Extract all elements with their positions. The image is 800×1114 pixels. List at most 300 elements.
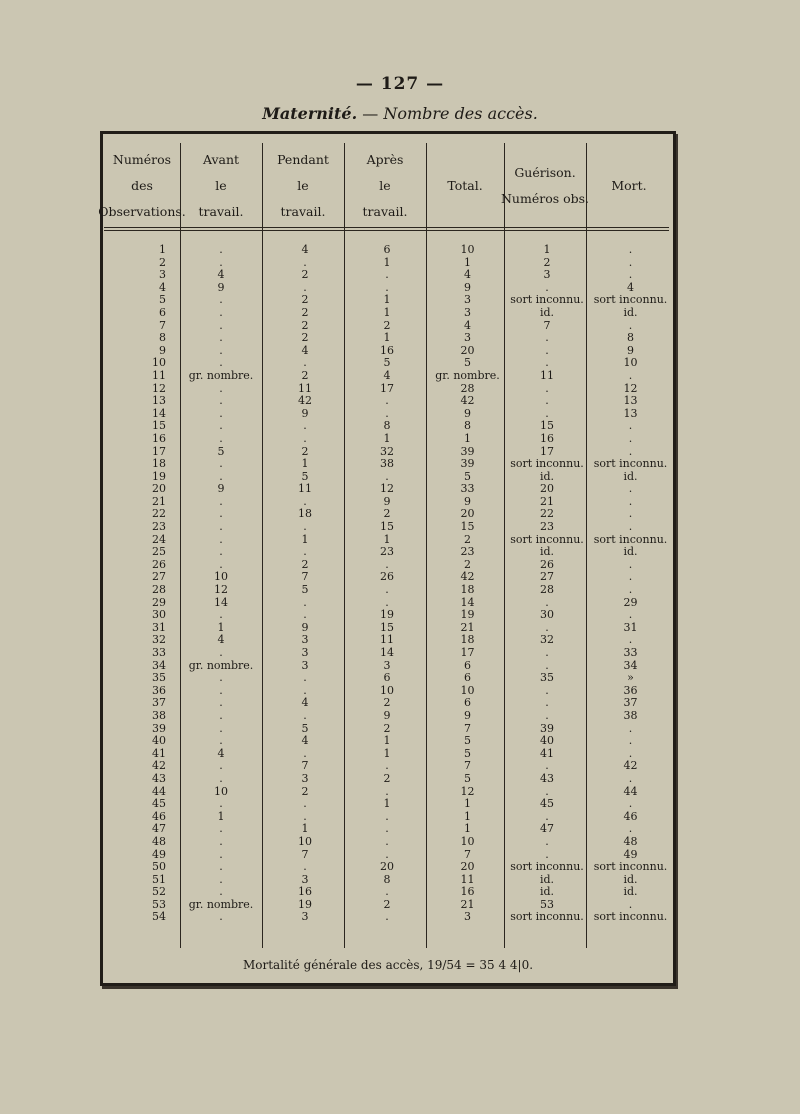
table-row [104,735,669,748]
cell-pendant: 7 [301,570,309,584]
cell-apres: . [385,280,389,294]
cell-mort: . [628,797,633,811]
cell-apres: 2 [383,771,391,785]
cell-mort: 46 [623,809,638,823]
cell-total: 1 [464,255,471,269]
cell-guerison: . [545,394,549,408]
cell-mort: 31 [623,620,638,634]
cell-observation-number: 52 [152,885,166,899]
cell-apres: 17 [380,381,394,395]
cell-guerison: id. [539,872,555,886]
cell-pendant: 9 [301,406,309,420]
cell-mort: . [628,557,633,571]
cell-mort: . [628,318,633,332]
cell-avant: . [219,910,223,924]
cell-apres: . [385,595,389,609]
cell-observation-number: 43 [152,771,166,785]
cell-observation-number: 41 [152,746,166,760]
cell-total: 11 [460,872,475,886]
cell-total: 9 [464,494,471,508]
cell-pendant: 1 [301,822,309,836]
cell-avant: . [219,872,223,886]
cell-avant: . [219,797,223,811]
cell-mort: 12 [623,381,638,395]
cell-total: 10 [460,834,475,848]
cell-pendant: 2 [301,557,309,571]
cell-avant: . [219,343,223,357]
cell-mort: . [628,721,633,735]
cell-mort: id. [623,469,638,483]
cell-mort: . [628,608,633,622]
cell-apres: 2 [383,897,391,911]
cell-pendant: 4 [301,734,309,748]
cell-avant: . [219,532,223,546]
cell-avant: . [219,243,223,256]
cell-apres: 1 [383,255,391,269]
cell-avant: . [219,331,223,345]
cell-avant: . [219,683,223,697]
cell-apres: 14 [380,646,394,659]
cell-pendant: 2 [301,293,309,307]
cell-apres: . [385,784,389,798]
cell-total: 10 [460,683,475,697]
cell-observation-number: 37 [152,696,166,710]
cell-pendant: 3 [301,910,309,924]
cell-apres: 5 [383,356,391,370]
cell-pendant: 7 [301,759,309,773]
cell-pendant: . [303,419,307,433]
cell-apres: 1 [383,797,391,811]
cell-apres: . [385,822,389,836]
cell-observation-number: 6 [159,305,166,319]
cell-avant: 5 [217,444,225,458]
page-title [0,104,800,123]
table-row [104,458,669,471]
cell-total: 6 [464,671,471,685]
cell-guerison: 45 [540,797,554,811]
cell-total: 42 [460,570,475,584]
cell-guerison: id. [539,885,555,899]
cell-pendant: 2 [301,784,309,798]
cell-mort: . [628,771,633,785]
header-text: le [215,178,227,193]
cell-total: 9 [464,708,471,722]
cell-total: 14 [460,595,475,609]
cell-avant: . [219,457,223,471]
cell-avant: . [219,419,223,433]
cell-guerison: 1 [543,243,551,256]
cell-total: 2 [464,532,471,546]
cell-avant: 10 [214,570,228,584]
cell-mort: . [628,368,633,382]
cell-observation-number: 3 [159,268,166,282]
header-text: Guérison. [514,165,576,180]
cell-guerison: . [545,356,549,370]
cell-observation-number: 31 [152,620,166,634]
cell-avant: . [219,305,223,319]
table-row [104,836,669,849]
cell-observation-number: 48 [152,834,166,848]
cell-avant: . [219,671,223,685]
cell-observation-number: 7 [159,318,166,332]
cell-mort: » [627,671,634,685]
cell-total: 3 [464,331,471,345]
cell-pendant: 4 [301,696,309,710]
cell-observation-number: 50 [152,860,166,874]
cell-pendant: . [303,494,307,508]
cell-observation-number: 25 [152,545,166,559]
cell-observation-number: 2 [159,255,166,269]
header-text: Numéros [112,152,172,167]
cell-apres: 16 [380,343,394,357]
cell-avant: . [219,318,223,332]
cell-observation-number: 32 [152,633,166,647]
cell-apres: 19 [380,608,394,622]
cell-guerison: 16 [540,431,554,445]
cell-mort: id. [623,305,638,319]
cell-observation-number: 22 [152,507,166,521]
cell-avant: . [219,406,223,420]
cell-mort: 13 [623,406,638,420]
cell-total: 4 [464,268,471,282]
cell-pendant: 3 [301,646,309,659]
cell-mort: sort inconnu. [593,910,668,924]
cell-guerison: 17 [540,444,554,458]
cell-pendant: 4 [301,243,309,256]
cell-apres: 1 [383,431,391,445]
table-row [104,798,669,811]
cell-pendant: 5 [301,583,309,597]
cell-apres: 11 [380,633,394,647]
title-sub: Nombre des accès. [383,104,538,123]
cell-avant: 1 [217,809,225,823]
cell-mort: sort inconnu. [593,860,668,874]
cell-observation-number: 4 [159,280,166,294]
header-text: Numéros obs. [500,191,590,206]
cell-pendant: 4 [301,343,309,357]
cell-avant: . [219,545,223,559]
cell-guerison: . [545,683,549,697]
cell-pendant: . [303,255,307,269]
cell-mort: sort inconnu. [593,457,668,471]
cell-total: 4 [464,318,471,332]
cell-avant: 9 [217,280,225,294]
cell-pendant: 7 [301,847,309,861]
cell-pendant: 16 [298,885,312,899]
title-dash: — [357,104,384,123]
cell-guerison: . [545,784,549,798]
table-row [104,370,669,383]
table-row [104,886,669,899]
cell-observation-number: 38 [152,708,166,722]
cell-apres: 15 [380,520,394,534]
cell-apres: . [385,268,389,282]
cell-pendant: . [303,746,307,760]
header-pendant [262,147,344,225]
cell-apres: 3 [383,658,391,672]
cell-mort: 38 [623,708,638,722]
cell-avant: . [219,394,223,408]
cell-observation-number: 26 [152,557,166,571]
header-mort [586,147,672,225]
cell-total: 33 [460,482,475,496]
table-row [104,672,669,685]
header-text: des [131,178,153,193]
cell-observation-number: 10 [152,356,166,370]
cell-guerison: . [545,280,549,294]
table-row [104,861,669,874]
cell-avant: . [219,708,223,722]
cell-guerison: . [545,658,549,672]
cell-mort: 13 [623,394,638,408]
cell-observation-number: 21 [152,494,166,508]
cell-total: 20 [460,860,475,874]
cell-pendant: . [303,797,307,811]
table-row [104,332,669,345]
cell-avant: . [219,255,223,269]
cell-total: 6 [464,696,471,710]
table-row [104,609,669,622]
cell-pendant: . [303,860,307,874]
cell-pendant: . [303,608,307,622]
cell-mort: . [628,633,633,647]
cell-avant: . [219,431,223,445]
cell-guerison: 20 [540,482,554,496]
cell-apres: 1 [383,746,391,760]
cell-observation-number: 20 [152,482,166,496]
cell-pendant: 1 [301,532,309,546]
cell-apres: 23 [380,545,394,559]
cell-total: 23 [460,545,475,559]
cell-total: 21 [460,897,475,911]
cell-total: 42 [460,394,475,408]
cell-avant: 12 [214,583,228,597]
cell-guerison: 40 [540,734,554,748]
cell-guerison: 27 [540,570,554,584]
cell-pendant: 2 [301,444,309,458]
cell-observation-number: 24 [152,532,166,546]
cell-mort: 34 [623,658,638,672]
cell-total: 5 [464,734,471,748]
cell-total: 18 [460,633,475,647]
cell-mort: . [628,520,633,534]
cell-total: 9 [464,280,471,294]
cell-guerison: 22 [540,507,554,521]
cell-guerison: 43 [540,771,554,785]
cell-guerison: . [545,406,549,420]
cell-total: 10 [460,243,475,256]
cell-avant: 4 [217,746,225,760]
cell-mort: . [628,746,633,760]
cell-pendant: . [303,809,307,823]
cell-observation-number: 12 [152,381,166,395]
cell-apres: . [385,809,389,823]
cell-total: 7 [464,847,471,861]
cell-avant: 1 [217,620,225,634]
cell-guerison: 11 [540,368,554,382]
table-row [104,433,669,446]
cell-apres: 8 [383,419,391,433]
cell-avant: . [219,885,223,899]
footer-mortality: Mortalité générale des accès, 19/54 = 35 4 4|0. [242,958,534,972]
cell-mort: id. [623,545,638,559]
cell-observation-number: 42 [152,759,166,773]
cell-mort: . [628,494,633,508]
cell-total: 5 [464,356,471,370]
cell-apres: 20 [380,860,394,874]
cell-mort: 4 [627,280,634,294]
cell-avant: . [219,557,223,571]
cell-total: 39 [460,444,475,458]
cell-guerison: . [545,343,549,357]
page-number: — 127 — [355,74,445,94]
cell-total: 9 [464,406,471,420]
header-text: le [379,178,391,193]
cell-guerison: id. [539,305,555,319]
cell-observation-number: 40 [152,734,166,748]
cell-total: 5 [464,746,471,760]
cell-mort: . [628,243,633,256]
cell-pendant: 18 [298,507,312,521]
cell-apres: . [385,885,389,899]
cell-pendant: 2 [301,318,309,332]
cell-total: 20 [460,343,475,357]
cell-mort: sort inconnu. [593,532,668,546]
cell-guerison: . [545,834,549,848]
cell-guerison: 21 [540,494,554,508]
cell-avant: . [219,381,223,395]
cell-apres: 2 [383,696,391,710]
cell-apres: 12 [380,482,394,496]
cell-total: 21 [460,620,475,634]
cell-total: 18 [460,583,475,597]
cell-guerison: 26 [540,557,554,571]
header-text: Après [366,152,404,167]
cell-avant: . [219,721,223,735]
cell-observation-number: 8 [159,331,166,345]
cell-apres: 1 [383,734,391,748]
cell-pendant: . [303,545,307,559]
header-guerison [500,147,590,225]
title-main: Maternité. [262,104,358,123]
cell-apres: 1 [383,305,391,319]
cell-pendant: 9 [301,620,309,634]
cell-mort: 42 [623,759,638,773]
header-rule [104,230,669,231]
cell-total: 2 [464,557,471,571]
cell-apres: 2 [383,721,391,735]
cell-apres: . [385,847,389,861]
cell-mort: . [628,482,633,496]
cell-guerison: sort inconnu. [510,293,584,307]
cell-total: 17 [460,646,475,659]
cell-mort: 9 [627,343,634,357]
cell-avant: . [219,771,223,785]
cell-pendant: 2 [301,368,309,382]
table-row [104,773,669,786]
cell-guerison: 41 [540,746,554,760]
cell-avant: . [219,847,223,861]
cell-guerison: . [545,708,549,722]
cell-observation-number: 13 [152,394,166,408]
cell-observation-number: 19 [152,469,166,483]
cell-total: 1 [464,822,471,836]
cell-observation-number: 33 [152,646,166,659]
cell-pendant: . [303,708,307,722]
cell-guerison: 39 [540,721,554,735]
cell-guerison: . [545,331,549,345]
header-text: travail. [280,204,326,219]
cell-mort: . [628,419,633,433]
cell-pendant: 19 [298,897,312,911]
cell-observation-number: 51 [152,872,166,886]
cell-total: 3 [464,910,471,924]
cell-mort: 37 [623,696,638,710]
cell-observation-number: 36 [152,683,166,697]
cell-total: 15 [460,520,475,534]
cell-apres: 4 [383,368,391,382]
cell-observation-number: 28 [152,583,166,597]
table-row [104,395,669,408]
cell-observation-number: 54 [152,910,166,924]
cell-avant: . [219,834,223,848]
cell-total: 39 [460,457,475,471]
header-text: Pendant [277,152,329,167]
table-row [104,911,669,924]
cell-guerison: 32 [540,633,554,647]
cell-mort: . [628,734,633,748]
cell-pendant: 1 [301,457,309,471]
table-row [104,269,669,282]
cell-pendant: . [303,431,307,445]
cell-guerison: . [545,595,549,609]
cell-apres: . [385,469,389,483]
header-text: travail. [362,204,408,219]
cell-total: 1 [464,797,471,811]
cell-observation-number: 14 [152,406,166,420]
cell-avant: . [219,860,223,874]
cell-guerison: sort inconnu. [510,457,584,471]
cell-avant: . [219,822,223,836]
cell-mort: . [628,255,633,269]
cell-observation-number: 18 [152,457,166,471]
cell-observation-number: 11 [152,368,166,382]
header-observations [98,147,186,225]
cell-avant: . [219,696,223,710]
cell-guerison: sort inconnu. [510,532,584,546]
cell-mort: 33 [623,646,638,659]
cell-guerison: 47 [540,822,554,836]
table-row [104,521,669,534]
cell-observation-number: 17 [152,444,166,458]
cell-apres: 2 [383,318,391,332]
cell-apres: . [385,834,389,848]
cell-pendant: 2 [301,305,309,319]
cell-pendant: . [303,280,307,294]
cell-avant: . [219,494,223,508]
cell-avant: gr. nombre. [188,897,254,911]
cell-total: 1 [464,809,471,823]
cell-mort: 8 [627,331,634,345]
cell-total: 3 [464,293,471,307]
cell-total: 12 [460,784,475,798]
cell-apres: . [385,759,389,773]
cell-avant: . [219,646,223,659]
cell-guerison: 30 [540,608,554,622]
cell-avant: . [219,759,223,773]
cell-pendant: . [303,520,307,534]
cell-apres: 26 [380,570,394,584]
